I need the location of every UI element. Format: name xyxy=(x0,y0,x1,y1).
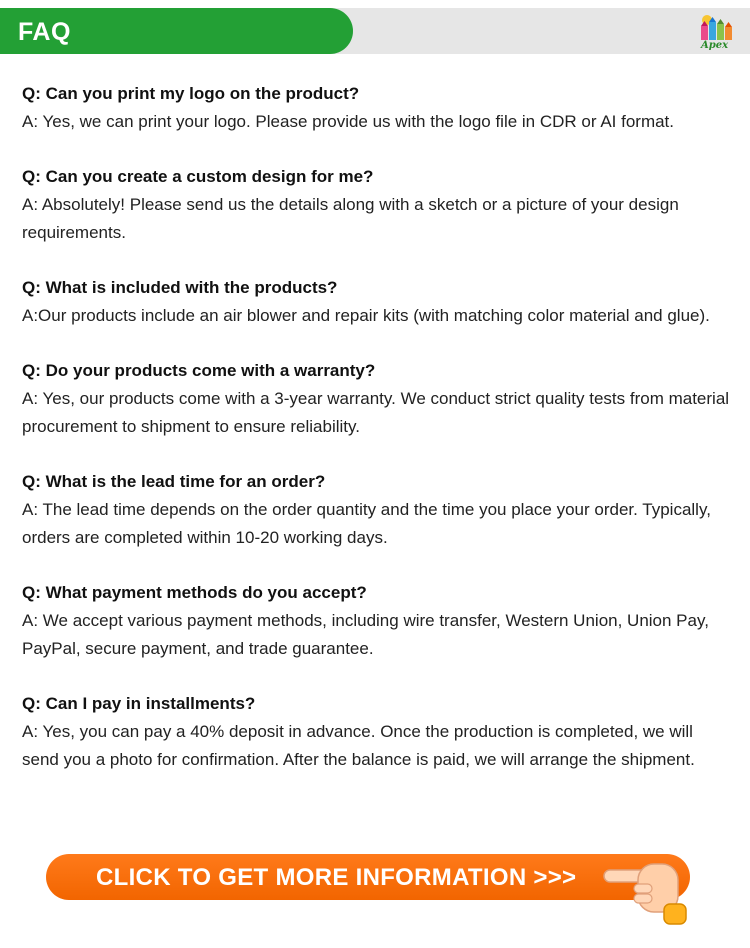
logo-text: Apex xyxy=(701,40,729,51)
faq-question: Q: Do your products come with a warranty? xyxy=(22,361,376,380)
faq-list xyxy=(22,80,734,801)
faq-question: Q: What payment methods do you accept? xyxy=(22,583,367,602)
faq-answer: A: The lead time depends on the order quantity and the time you place your order. Typically, orders are completed within 10-20 working days. xyxy=(22,500,711,547)
faq-item xyxy=(22,163,734,247)
faq-item xyxy=(22,357,734,441)
faq-answer: A: We accept various payment methods, including wire transfer, Western Union, Union Pay, PayPal, secure payment, and trade guarantee. xyxy=(22,611,709,658)
faq-answer: A: Yes, we can print your logo. Please provide us with the logo file in CDR or AI format. xyxy=(22,112,675,131)
more-info-button-label[interactable]: CLICK TO GET MORE INFORMATION >>> xyxy=(96,864,577,891)
faq-item xyxy=(22,690,734,774)
pointing-hand-icon[interactable] xyxy=(598,850,690,930)
faq-answer: A: Yes, you can pay a 40% deposit in advance. Once the production is completed, we will send you a photo for confirmation. After the balance is paid, we will arrange the shipment. xyxy=(22,722,695,769)
faq-question: Q: Can you print my logo on the product? xyxy=(22,84,360,103)
faq-item xyxy=(22,468,734,552)
faq-answer: A: Yes, our products come with a 3-year warranty. We conduct strict quality tests from material procurement to shipment to ensure reliability. xyxy=(22,389,730,436)
faq-item xyxy=(22,579,734,663)
faq-question: Q: What is the lead time for an order? xyxy=(22,472,326,491)
faq-question: Q: What is included with the products? xyxy=(22,278,338,297)
faq-question: Q: Can I pay in installments? xyxy=(22,694,256,713)
faq-answer: A: Absolutely! Please send us the details along with a sketch or a picture of your design requirements. xyxy=(22,195,679,242)
faq-answer: A:Our products include an air blower and repair kits (with matching color material and glue). xyxy=(22,306,710,325)
faq-item xyxy=(22,80,734,136)
faq-question: Q: Can you create a custom design for me? xyxy=(22,167,374,186)
faq-item xyxy=(22,274,734,330)
page-title: FAQ xyxy=(18,18,71,46)
